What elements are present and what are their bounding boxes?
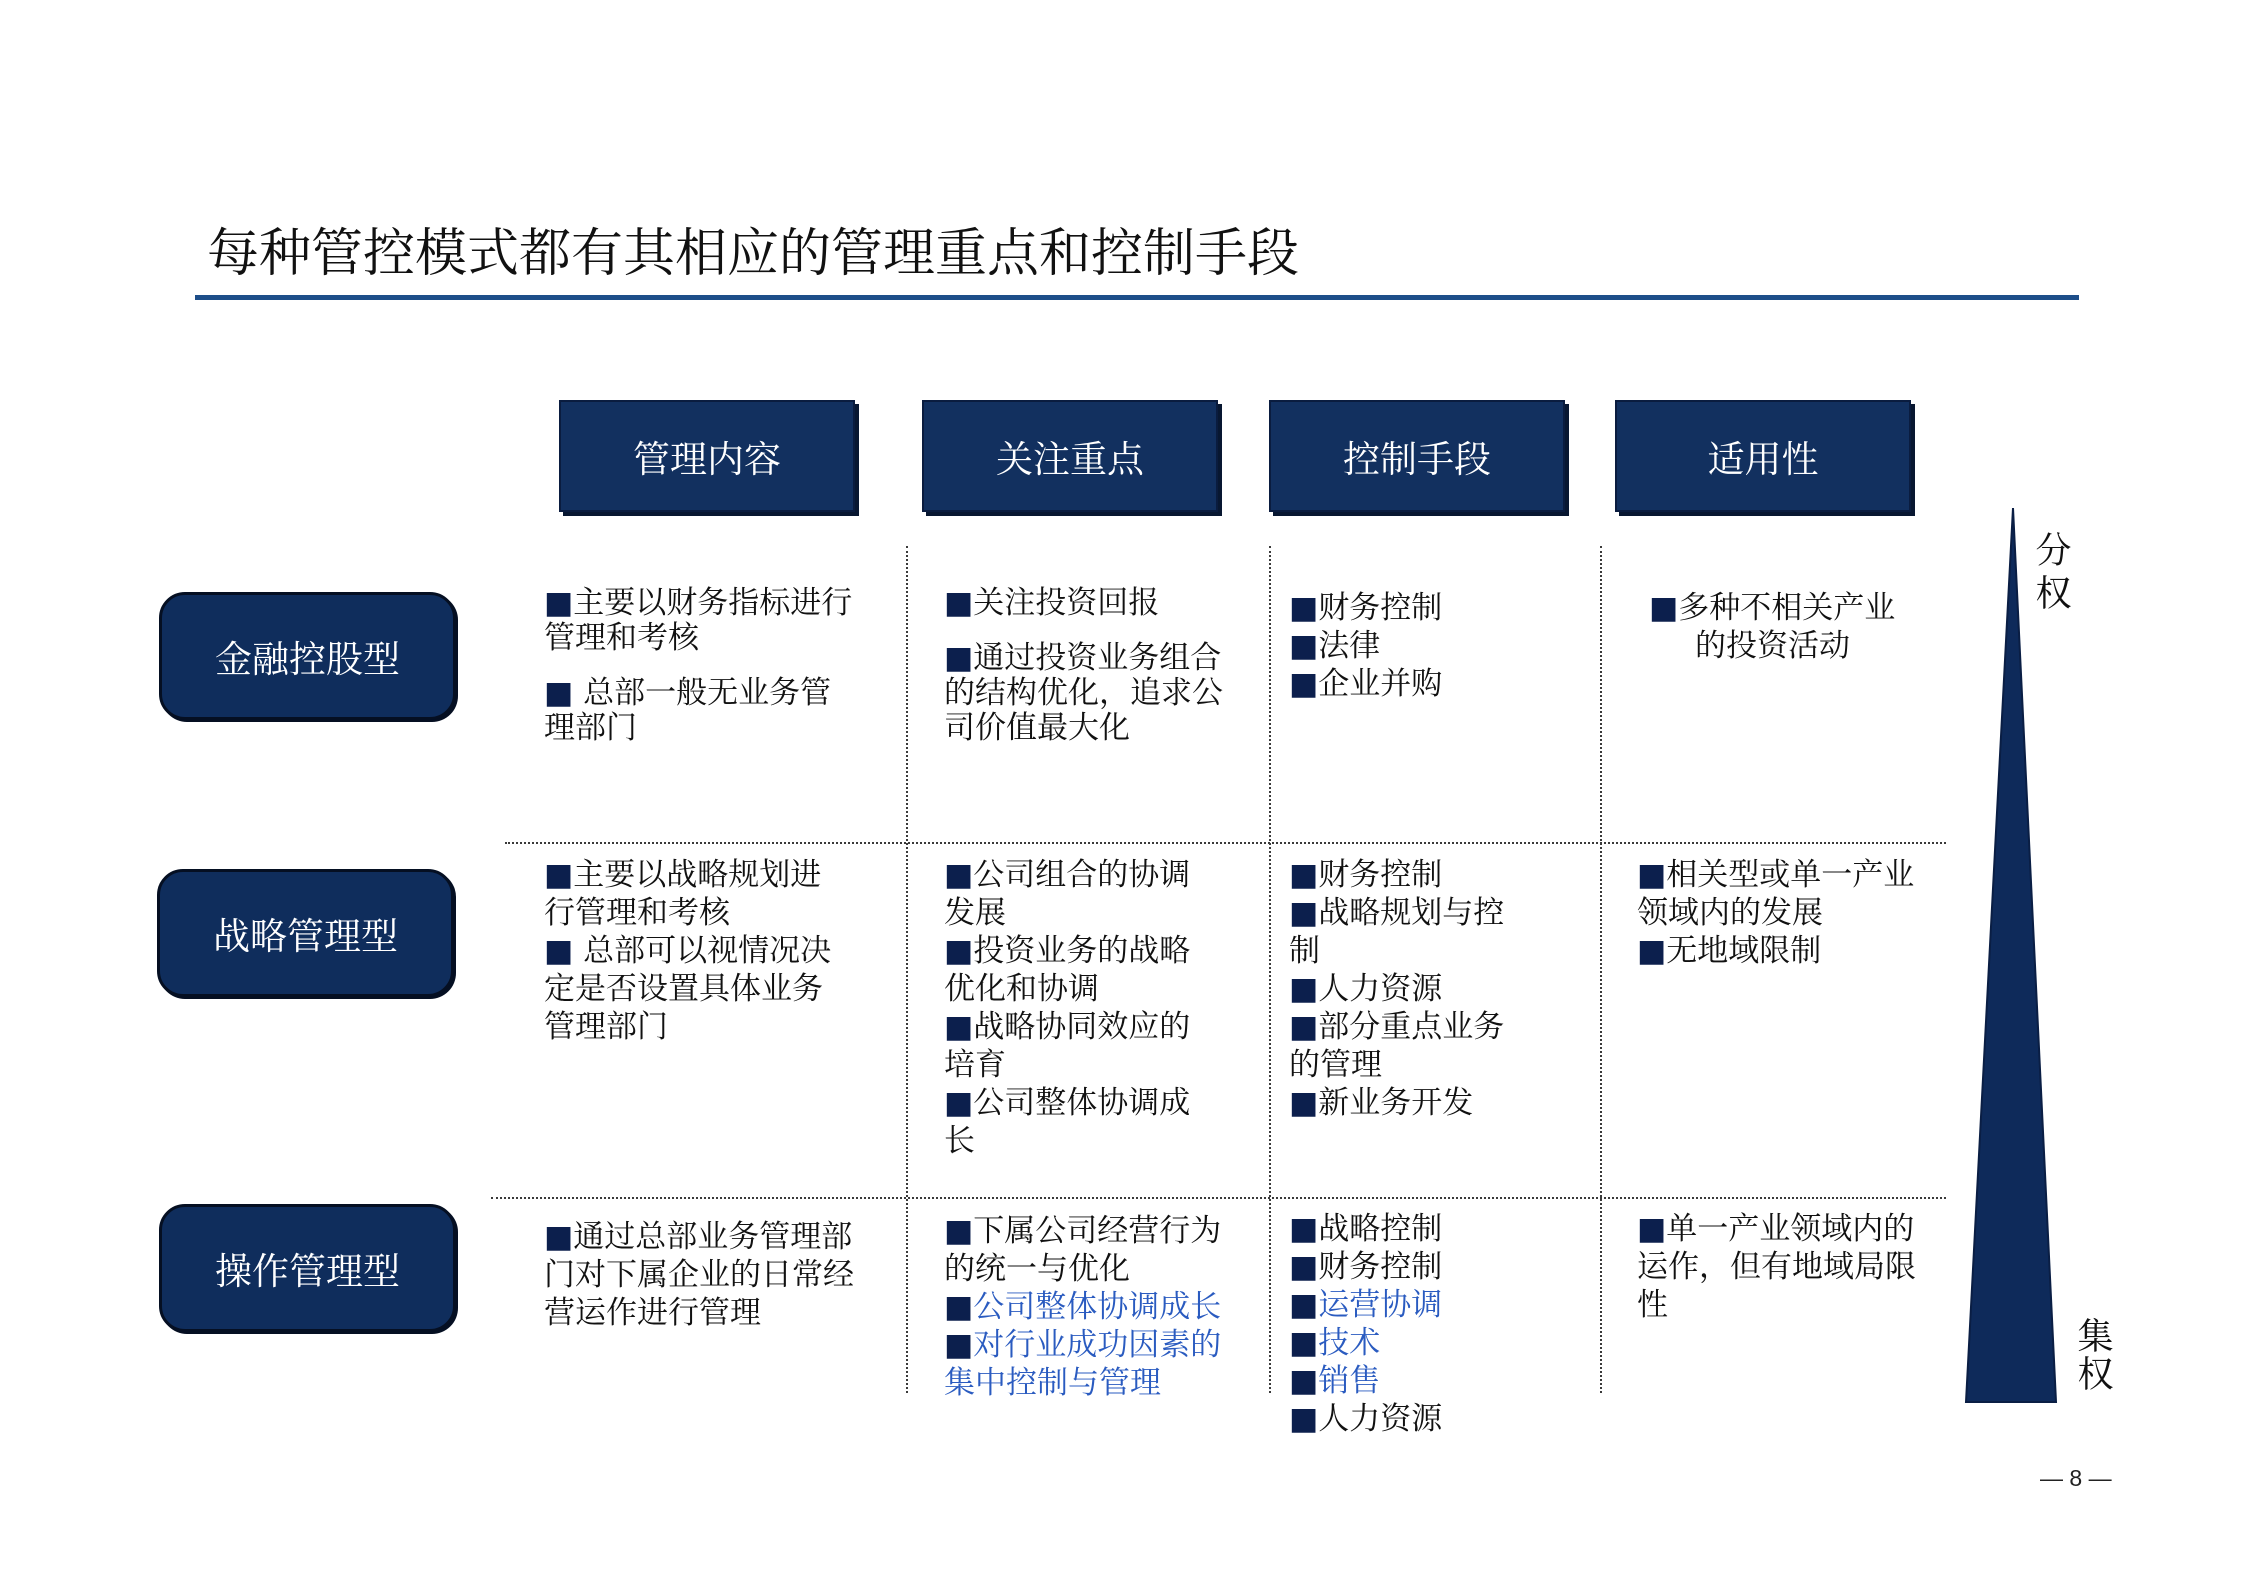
cell-line [1637,1248,1916,1286]
cell-line-text: 长 [944,1123,975,1159]
cell-line-text: 战略规划与控 [1318,895,1505,931]
cell-line-text: 技术 [1318,1325,1381,1361]
cell-line-text: 管理部门 [544,1009,668,1045]
cell-line-text: 主要以财务指标进行 [573,585,853,621]
cell-line [1289,1324,1442,1362]
bullet-square: ■ [1289,1249,1319,1285]
cell-line [1289,1008,1504,1046]
cell-line-text: 通过投资业务组合 [973,640,1222,676]
column-divider [906,546,908,1393]
cell-line-text: 财务控制 [1318,1249,1443,1285]
cell-line [544,1218,854,1256]
cell-operational-control-means [1289,1210,1442,1438]
cell-line-text: 运营协调 [1318,1287,1443,1323]
cell-financial-holding-applicability [1649,589,1895,665]
cell-line [1289,894,1504,932]
cell-line-text: 销售 [1318,1363,1381,1399]
bullet-square: ■ [944,1327,974,1363]
cell-line [1289,589,1442,627]
bullet-square: ■ [1289,1401,1319,1437]
cell-line [1649,589,1895,627]
cell-line [544,586,852,621]
cell-line [944,711,1223,746]
column-divider [1600,546,1602,1393]
bullet-square: ■ [1289,628,1319,664]
cell-line-text: 下属公司经营行为 [973,1213,1222,1249]
cell-line-text: 制 [1289,933,1320,969]
column-header-applicability: 适用性 [1615,400,1911,512]
bullet-square: ■ [1289,1085,1319,1121]
column-divider [1269,546,1271,1393]
cell-line-text: 无地域限制 [1666,933,1822,969]
cell-line-text: 集中控制与管理 [944,1365,1161,1401]
cell-line [544,932,831,970]
cell-line [944,1364,1221,1402]
cell-line [944,586,1223,621]
cell-strategic-applicability [1637,856,1914,970]
cell-line [944,1288,1221,1326]
bullet-square: ■ [944,640,974,676]
cell-financial-holding-control-means [1289,589,1442,703]
cell-line-text: 优化和协调 [944,971,1099,1007]
bullet-square: ■ [1637,1211,1667,1247]
cell-line [944,1250,1221,1288]
cell-operational-applicability [1637,1210,1916,1324]
decentralization-label: 分权 [2030,531,2071,617]
cell-line-text: 对行业成功因素的 [973,1327,1222,1363]
cell-financial-holding-management-content [544,586,852,746]
cell-line [944,970,1190,1008]
slide-title: 每种管控模式都有其相应的管理重点和控制手段 [207,224,1300,284]
bullet-square: ■ [1637,857,1667,893]
cell-strategic-control-means [1289,856,1504,1122]
bullet-square: ■ [944,1085,974,1121]
cell-line-text: 法律 [1318,628,1381,664]
bullet-square: ■ [1289,971,1319,1007]
centralization-label: 集权 [2072,1317,2113,1393]
cell-line [1289,1248,1442,1286]
cell-line [1637,856,1914,894]
bullet-square: ■ [944,585,974,621]
cell-line [1649,627,1895,665]
cell-line [544,676,852,711]
bullet-square: ■ [1289,666,1319,702]
cell-strategic-management-content [544,856,831,1046]
cell-line-text: 通过总部业务管理部 [573,1219,853,1255]
cell-line-text: 培育 [944,1047,1006,1083]
bullet-square: ■ [944,933,974,969]
cell-line [1289,970,1504,1008]
cell-financial-holding-focus [944,586,1223,746]
cell-line [544,621,852,656]
bullet-square: ■ [944,1213,974,1249]
cell-line-text: 的结构优化，追求公 [944,675,1223,711]
cell-line [944,1046,1190,1084]
cell-line [1637,894,1914,932]
bullet-square: ■ [1289,590,1319,626]
cell-line-text: 管理和考核 [544,620,699,656]
cell-line [944,894,1190,932]
cell-line [1637,932,1914,970]
row-divider [505,842,1946,844]
cell-line [1289,856,1504,894]
cell-line-text: 领域内的发展 [1637,895,1823,931]
bullet-square: ■ [1649,590,1679,626]
row-label-financial-holding: 金融控股型 [159,592,456,720]
cell-line-text: 多种不相关产业 [1678,590,1896,626]
bullet-square: ■ [544,933,584,969]
cell-line [1289,1400,1442,1438]
cell-line [1637,1210,1916,1248]
cell-line [944,856,1190,894]
row-label-operational-management: 操作管理型 [159,1204,456,1332]
cell-line-text: 发展 [944,895,1006,931]
cell-line [544,1294,854,1332]
bullet-square: ■ [544,857,574,893]
cell-line-text: 主要以战略规划进 [573,857,822,893]
cell-line-text: 总部一般无业务管 [583,675,832,711]
row-label-strategic-management: 战略管理型 [157,869,454,997]
cell-operational-focus [944,1212,1221,1402]
bullet-square: ■ [1289,1287,1319,1323]
column-header-control-means: 控制手段 [1269,400,1565,512]
cell-line [944,1212,1221,1250]
cell-line [1637,1286,1916,1324]
cell-line-text: 公司组合的协调 [973,857,1191,893]
cell-line [1289,932,1504,970]
cell-line [1289,1362,1442,1400]
page-number: — 8 — [2040,1465,2112,1491]
cell-line-text: 相关型或单一产业 [1666,857,1915,893]
cell-line-text: 战略协同效应的 [973,1009,1191,1045]
cell-operational-management-content [544,1218,854,1332]
bullet-square: ■ [944,1289,974,1325]
bullet-square: ■ [544,675,584,711]
cell-line-text: 门对下属企业的日常经 [544,1257,854,1293]
cell-line [1289,665,1442,703]
cell-line-text: 司价值最大化 [944,710,1130,746]
cell-line-text: 总部可以视情况决 [583,933,832,969]
cell-line [1289,627,1442,665]
bullet-square: ■ [544,1219,574,1255]
cell-line [944,1122,1190,1160]
bullet-square: ■ [1289,1325,1319,1361]
cell-line [1289,1286,1442,1324]
cell-line [544,894,831,932]
cell-line [1289,1084,1504,1122]
cell-line [1289,1210,1442,1248]
cell-line-text: 性 [1637,1287,1668,1323]
bullet-square: ■ [1289,1211,1319,1247]
cell-line-text: 行管理和考核 [544,895,730,931]
cell-line [944,1084,1190,1122]
cell-line-text: 的管理 [1289,1047,1382,1083]
column-header-focus: 关注重点 [922,400,1218,512]
bullet-square: ■ [1289,1363,1319,1399]
cell-line [944,641,1223,676]
bullet-square: ■ [1289,895,1319,931]
cell-line [544,856,831,894]
bullet-square: ■ [544,585,574,621]
cell-line-text: 部分重点业务 [1318,1009,1505,1045]
cell-line [1289,1046,1504,1084]
bullet-square: ■ [1637,933,1667,969]
cell-line-text: 关注投资回报 [973,585,1160,621]
cell-line-text: 人力资源 [1318,971,1443,1007]
bullet-square: ■ [1289,857,1319,893]
cell-line-text: 单一产业领域内的 [1666,1211,1915,1247]
cell-line [944,932,1190,970]
cell-line-text: 战略控制 [1318,1211,1443,1247]
cell-line-text: 企业并购 [1318,666,1443,702]
cell-line-text: 的统一与优化 [944,1251,1130,1287]
row-divider [491,1197,1946,1199]
cell-strategic-focus [944,856,1190,1160]
title-underline [195,295,2079,300]
bullet-square: ■ [1289,1009,1319,1045]
centralization-scale-triangle [1960,500,2060,1405]
cell-line-text: 新业务开发 [1318,1085,1474,1121]
cell-line [944,1326,1221,1364]
cell-line [544,1008,831,1046]
cell-line [544,711,852,746]
column-header-management-content: 管理内容 [559,400,855,512]
cell-line-text: 公司整体协调成长 [973,1289,1222,1325]
cell-line [944,1008,1190,1046]
cell-line-text: 财务控制 [1318,857,1443,893]
cell-line-text: 运作，但有地域局限 [1637,1249,1916,1285]
cell-line [944,676,1223,711]
cell-line-text: 公司整体协调成 [973,1085,1191,1121]
cell-line-text: 的投资活动 [1695,628,1850,664]
bullet-square: ■ [944,1009,974,1045]
cell-line-text: 理部门 [544,710,637,746]
cell-line-text: 人力资源 [1318,1401,1443,1437]
cell-line-text: 定是否设置具体业务 [544,971,823,1007]
cell-line-text: 财务控制 [1318,590,1443,626]
cell-line-text: 投资业务的战略 [973,933,1191,969]
cell-line-text: 营运作进行管理 [544,1295,761,1331]
cell-line [544,970,831,1008]
cell-line [544,1256,854,1294]
bullet-square: ■ [944,857,974,893]
